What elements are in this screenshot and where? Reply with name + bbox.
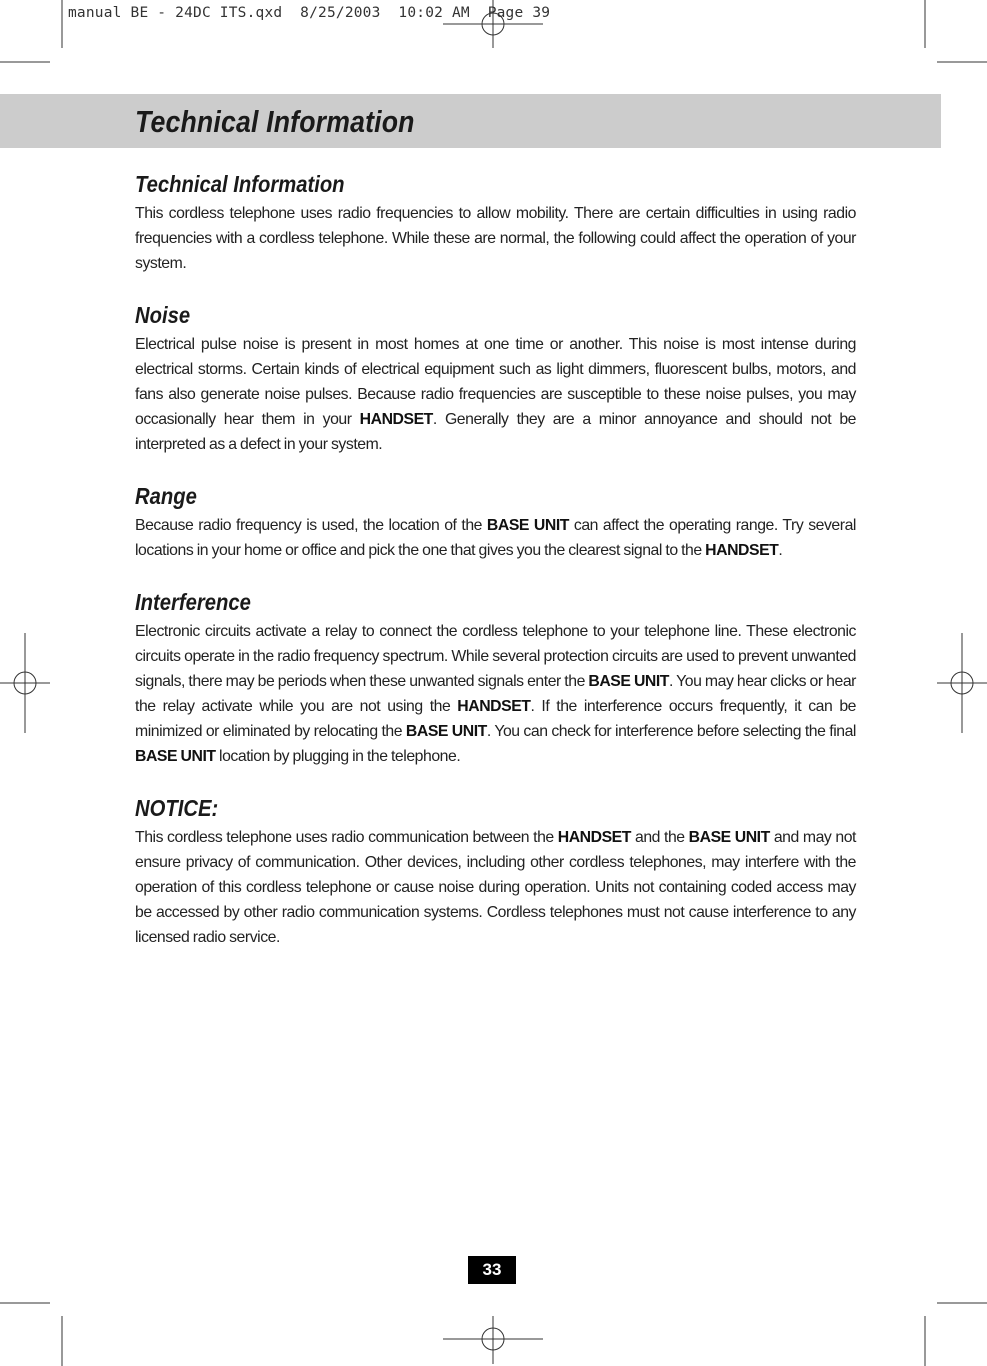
section-heading: Interference [135, 589, 251, 615]
bold-term: BASE UNIT [405, 723, 487, 740]
bold-term: HANDSET [705, 542, 779, 559]
bold-term: BASE UNIT [588, 673, 670, 690]
section-paragraph: This cordless telephone uses radio frequencies to allow mobility. There are certain difficulties in using radio frequencies with a cordless telephone. While these are normal, the following could affect the operation of your system. [135, 205, 856, 272]
section-interference [135, 588, 856, 769]
registration-mark-right [937, 633, 987, 733]
section-heading: Range [135, 483, 197, 509]
section-technical-information [135, 170, 856, 276]
registration-mark-left [0, 633, 50, 733]
section-paragraph: Electronic circuits activate a relay to connect the cordless telephone to your telephone line. These electronic circuits operate in the radio frequency spectrum. While several protection circuits are used to prevent unwanted signals, there may be periods when these unwanted signals enter the BASE UNIT. You may hear clicks or hear the relay activate while you are not using the HANDSET. If the interference occurs frequently, it can be minimized or eliminated by relocating the BASE UNIT. You can check for interference before selecting the final BASE UNIT location by plugging in the telephone. [135, 623, 856, 765]
page-title: Technical Information [135, 104, 415, 139]
section-paragraph: Because radio frequency is used, the location of the BASE UNIT can affect the operating range. Try several locations in your home or office and pick the one that gives you the clearest signal to the HANDSET. [135, 517, 856, 559]
section-heading: NOTICE: [135, 795, 219, 821]
section-paragraph: Electrical pulse noise is present in most homes at one time or another. This noise is most intense during electrical storms. Certain kinds of electrical equipment such as light dimmers, fluorescent bulbs, motors, and fans also generate noise pulses. Because radio frequencies are susceptible to these noise pulses, you may occasionally hear them in your HANDSET. Generally they are a minor annoyance and should not be interpreted as a defect in your system. [135, 336, 856, 453]
registration-mark-top [443, 0, 543, 48]
print-slug: manual BE - 24DC ITS.qxd 8/25/2003 10:02 AM Page 39 [68, 5, 551, 21]
section-paragraph: This cordless telephone uses radio communication between the HANDSET and the BASE UNIT and may not ensure privacy of communication. Other devices, including other cordless telephones, may interfere with the operation of this cordless telephone or cause noise during operation. Units not containing coded access may be accessed by other radio communication systems. Cordless telephones must not cause interference to any licensed radio service. [135, 829, 856, 946]
bold-term: BASE UNIT [135, 748, 216, 765]
page-number: 33 [468, 1256, 516, 1284]
section-range [135, 482, 856, 563]
bold-term: HANDSET [557, 829, 631, 846]
section-noise [135, 301, 856, 457]
bold-term: BASE UNIT [688, 829, 770, 846]
section-notice [135, 794, 856, 950]
bold-term: HANDSET [457, 698, 531, 715]
content-body [135, 170, 856, 975]
bold-term: HANDSET [359, 411, 433, 428]
section-heading: Technical Information [135, 171, 345, 197]
bold-term: BASE UNIT [486, 517, 569, 534]
registration-mark-bottom [443, 1316, 543, 1364]
section-heading: Noise [135, 302, 191, 328]
